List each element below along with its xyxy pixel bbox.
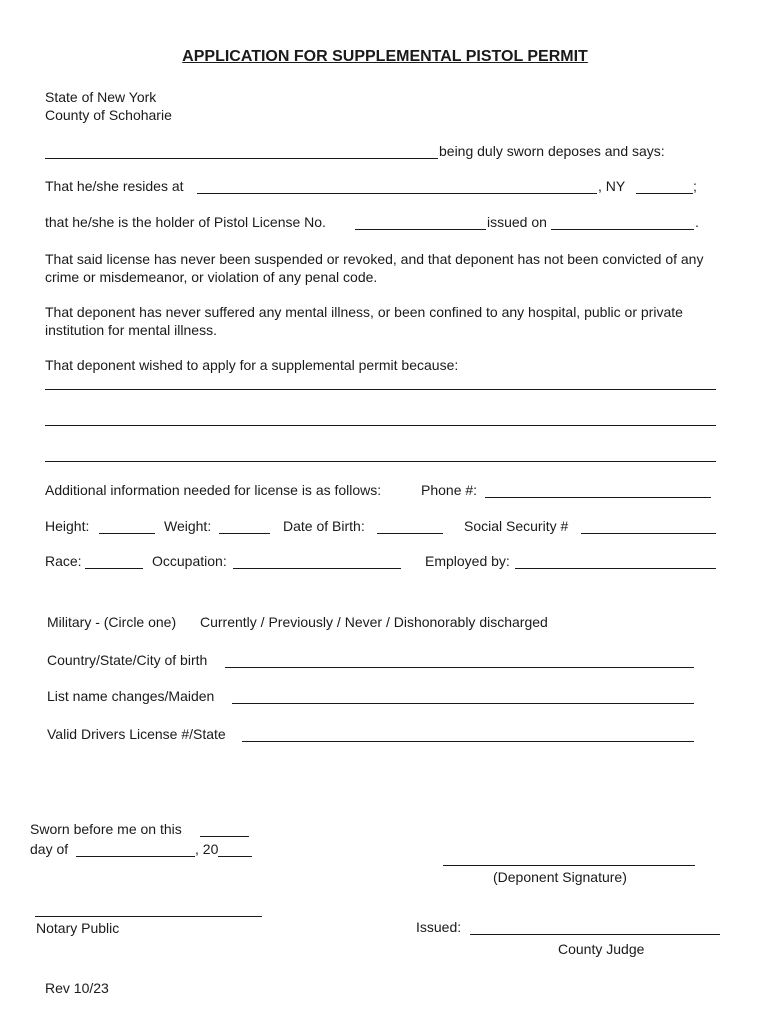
military-label: Military - (Circle one) xyxy=(47,614,177,630)
race-label: Race: xyxy=(45,553,82,569)
occupation-field[interactable] xyxy=(233,568,401,569)
ny-label: , NY xyxy=(598,178,626,194)
revision-label: Rev 10/23 xyxy=(45,980,109,996)
drivers-license-label: Valid Drivers License #/State xyxy=(47,726,226,742)
period-text: . xyxy=(695,214,699,230)
name-changes-field[interactable] xyxy=(232,703,694,704)
notary-public-label: Notary Public xyxy=(36,920,120,936)
state-label: State of New York xyxy=(45,89,157,105)
county-judge-label: County Judge xyxy=(558,941,645,957)
notary-signature-line[interactable] xyxy=(35,916,262,917)
license-number-field[interactable] xyxy=(355,229,486,230)
name-changes-label: List name changes/Maiden xyxy=(47,688,215,704)
phone-label: Phone #: xyxy=(421,482,478,498)
license-holder-label: that he/she is the holder of Pistol License No. xyxy=(45,214,326,230)
military-options[interactable]: Currently / Previously / Never / Dishonorably discharged xyxy=(200,614,548,630)
reason-line-2[interactable] xyxy=(45,425,716,426)
sworn-month-field[interactable] xyxy=(76,856,195,857)
issued-label: Issued: xyxy=(416,919,462,935)
license-issue-date-field[interactable] xyxy=(551,229,694,230)
statement-mental-health: That deponent has never suffered any mental illness, or been confined to any hospital, public or private institution for mental illness. xyxy=(45,304,683,338)
sworn-year-field[interactable] xyxy=(218,856,252,857)
ssn-field[interactable] xyxy=(581,533,716,534)
residence-address-field[interactable] xyxy=(197,193,597,194)
day-of-label: day of xyxy=(30,841,69,857)
form-title: APPLICATION FOR SUPPLEMENTAL PISTOL PERMIT xyxy=(182,48,588,65)
statement-license: That said license has never been suspended or revoked, and that deponent has not been convicted of any crime or misdemeanor, or violation of any penal code. xyxy=(45,251,704,285)
race-field[interactable] xyxy=(85,568,143,569)
semicolon-text: ; xyxy=(693,178,697,194)
ssn-label: Social Security # xyxy=(464,518,569,534)
deponent-sworn-text: being duly sworn deposes and says: xyxy=(439,143,665,159)
height-field[interactable] xyxy=(99,533,155,534)
weight-field[interactable] xyxy=(219,533,270,534)
year-prefix: , 20 xyxy=(195,841,219,857)
employer-field[interactable] xyxy=(515,568,716,569)
sworn-day-field[interactable] xyxy=(200,836,249,837)
reason-line-3[interactable] xyxy=(45,461,716,462)
height-label: Height: xyxy=(45,518,90,534)
reason-line-1[interactable] xyxy=(45,389,716,390)
issued-signature-line[interactable] xyxy=(470,934,720,935)
additional-info-label: Additional information needed for license is as follows: xyxy=(45,482,382,498)
birth-place-label: Country/State/City of birth xyxy=(47,652,208,668)
dob-label: Date of Birth: xyxy=(283,518,365,534)
reason-label: That deponent wished to apply for a supplemental permit because: xyxy=(45,357,459,373)
sworn-before-label: Sworn before me on this xyxy=(30,821,182,837)
dob-field[interactable] xyxy=(377,533,443,534)
drivers-license-field[interactable] xyxy=(242,741,694,742)
occupation-label: Occupation: xyxy=(152,553,227,569)
birth-place-field[interactable] xyxy=(225,667,694,668)
phone-field[interactable] xyxy=(485,497,711,498)
resides-label: That he/she resides at xyxy=(45,178,184,194)
county-label: County of Schoharie xyxy=(45,107,172,123)
deponent-signature-label: (Deponent Signature) xyxy=(493,869,627,885)
employed-label: Employed by: xyxy=(425,553,510,569)
deponent-name-field[interactable] xyxy=(45,158,438,159)
deponent-signature-line[interactable] xyxy=(443,865,695,866)
issued-on-label: issued on xyxy=(487,214,547,230)
weight-label: Weight: xyxy=(164,518,212,534)
zip-field[interactable] xyxy=(636,193,693,194)
